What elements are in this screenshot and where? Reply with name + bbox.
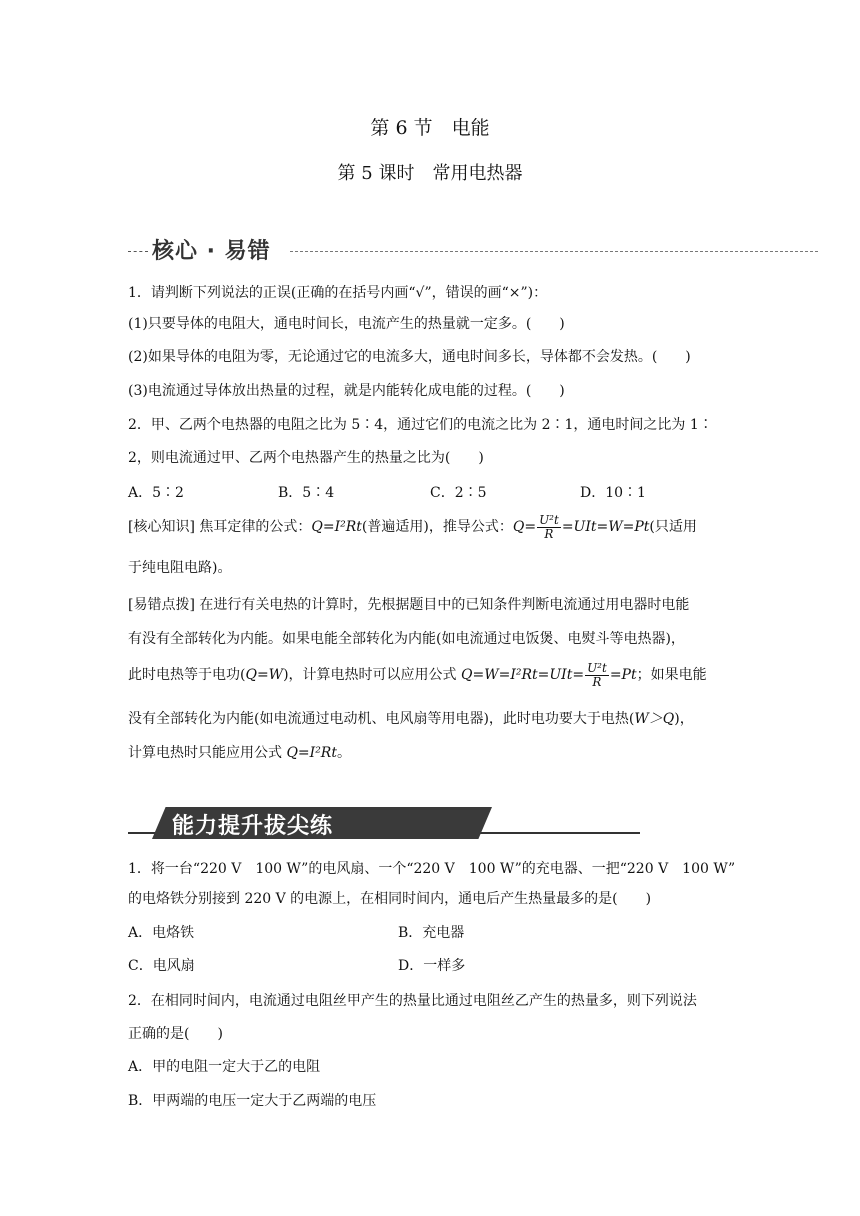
formula-pt: =Pt <box>609 667 637 683</box>
tip-text: 没有全部转化为内能(如电流通过电动机、电风扇等用电器)，此时电功要大于电热( <box>128 711 635 727</box>
question-2-option-d: D．10∶1 <box>580 485 646 501</box>
tip-line-5 <box>128 742 351 764</box>
question-2-line-1: 2．甲、乙两个电热器的电阻之比为 5∶4，通过它们的电流之比为 2∶1，通电时间之比为 1∶ <box>128 417 713 433</box>
core-knowledge-line-2: 于纯电阻电路)。 <box>128 560 232 576</box>
dashed-divider-left <box>128 251 148 252</box>
lesson-title: 第 5 课时 常用电热器 <box>337 163 523 184</box>
tip-text: ；如果电能 <box>636 667 707 683</box>
core-knowledge-tail: (只适用 <box>649 519 697 535</box>
formula-heat-chain: Q=W=I²Rt=UIt= <box>461 667 585 683</box>
tip-line-3 <box>128 660 707 690</box>
question-2-option-a: A．5∶2 <box>128 485 184 501</box>
section-label-core: 核心 · 易错 <box>152 239 271 264</box>
question-1-item-2: (2)如果导体的电阻为零，无论通过它的电流多大，通电时间多长，导体都不会发热。( ) <box>128 349 691 365</box>
tip-text: 。 <box>336 745 351 761</box>
fraction-numerator: U²t <box>587 660 607 675</box>
fraction-u2t-over-r <box>585 662 609 689</box>
core-knowledge-line-1 <box>128 512 697 542</box>
tip-text: )，计算电热时可以应用公式 <box>283 667 461 683</box>
question-2-line-2: 2，则电流通过甲、乙两个电热器产生的热量之比为( ) <box>128 450 484 466</box>
question-1-item-1: (1)只要导体的电阻大，通电时间长，电流产生的热量就一定多。( ) <box>128 316 565 332</box>
question-1-item-3: (3)电流通过导体放出热量的过程，就是内能转化成电能的过程。( ) <box>128 383 565 399</box>
fraction-denominator: R <box>544 526 554 541</box>
advanced-question-1-line-2: 的电烙铁分别接到 220 V 的电源上，在相同时间内，通电后产生热量最多的是( ) <box>128 891 652 907</box>
section-title: 第 6 节 电能 <box>370 117 490 139</box>
tip-line-2: 有没有全部转化为内能。如果电能全部转化为内能(如电流通过电饭煲、电熨斗等电热器)， <box>128 631 685 647</box>
tip-text: 计算电热时只能应用公式 <box>128 745 287 761</box>
section-label-advanced: 能力提升拔尖练 <box>172 814 334 839</box>
core-knowledge-lead: [核心知识] 焦耳定律的公式： <box>128 519 312 535</box>
question-2-option-c: C．2∶5 <box>430 485 487 501</box>
question-2-option-b: B．5∶4 <box>278 485 335 501</box>
tip-line-1: [易错点拨] 在进行有关电热的计算时，先根据题目中的已知条件判断电流通过用电器时电能 <box>128 597 690 613</box>
advanced-question-1-option-a: A．电烙铁 <box>128 925 195 941</box>
question-1-stem: 1．请判断下列说法的正误(正确的在括号内画“√”，错误的画“×”)： <box>128 285 548 301</box>
advanced-question-2-line-1: 2．在相同时间内，电流通过电阻丝甲产生的热量比通过电阻丝乙产生的热量多，则下列说法 <box>128 993 697 1009</box>
formula-q-equals-w: Q=W <box>245 667 284 683</box>
formula-derived: =UIt=W=Pt <box>561 519 650 535</box>
advanced-question-1-option-b: B．充电器 <box>398 925 465 941</box>
formula-joule: Q=I²Rt <box>311 519 362 535</box>
advanced-question-1-option-d: D．一样多 <box>398 958 466 974</box>
advanced-question-1-line-1: 1．将一台“220 V 100 W”的电风扇、一个“220 V 100 W”的充电器、一把“220 V 100 W” <box>128 861 736 877</box>
fraction-u2t-over-r <box>537 514 561 541</box>
advanced-question-2-option-b: B．甲两端的电压一定大于乙两端的电压 <box>128 1093 377 1109</box>
tip-text: )， <box>674 711 694 727</box>
fraction-numerator: U²t <box>539 512 559 527</box>
advanced-question-2-line-2: 正确的是( ) <box>128 1026 223 1042</box>
formula-q: Q= <box>512 519 537 535</box>
core-knowledge-mid: (普遍适用)，推导公式： <box>361 519 513 535</box>
tip-line-4 <box>128 708 694 730</box>
advanced-question-2-option-a: A．甲的电阻一定大于乙的电阻 <box>128 1059 321 1075</box>
formula-joule: Q=I²Rt <box>286 745 337 761</box>
fraction-denominator: R <box>592 674 602 689</box>
dashed-divider-right <box>290 251 818 252</box>
formula-w-greater-q: W＞Q <box>634 711 675 727</box>
section-header-advanced <box>128 805 648 841</box>
advanced-question-1-option-c: C．电风扇 <box>128 958 195 974</box>
tip-text: 此时电热等于电功( <box>128 667 246 683</box>
section-header-core <box>128 234 708 268</box>
